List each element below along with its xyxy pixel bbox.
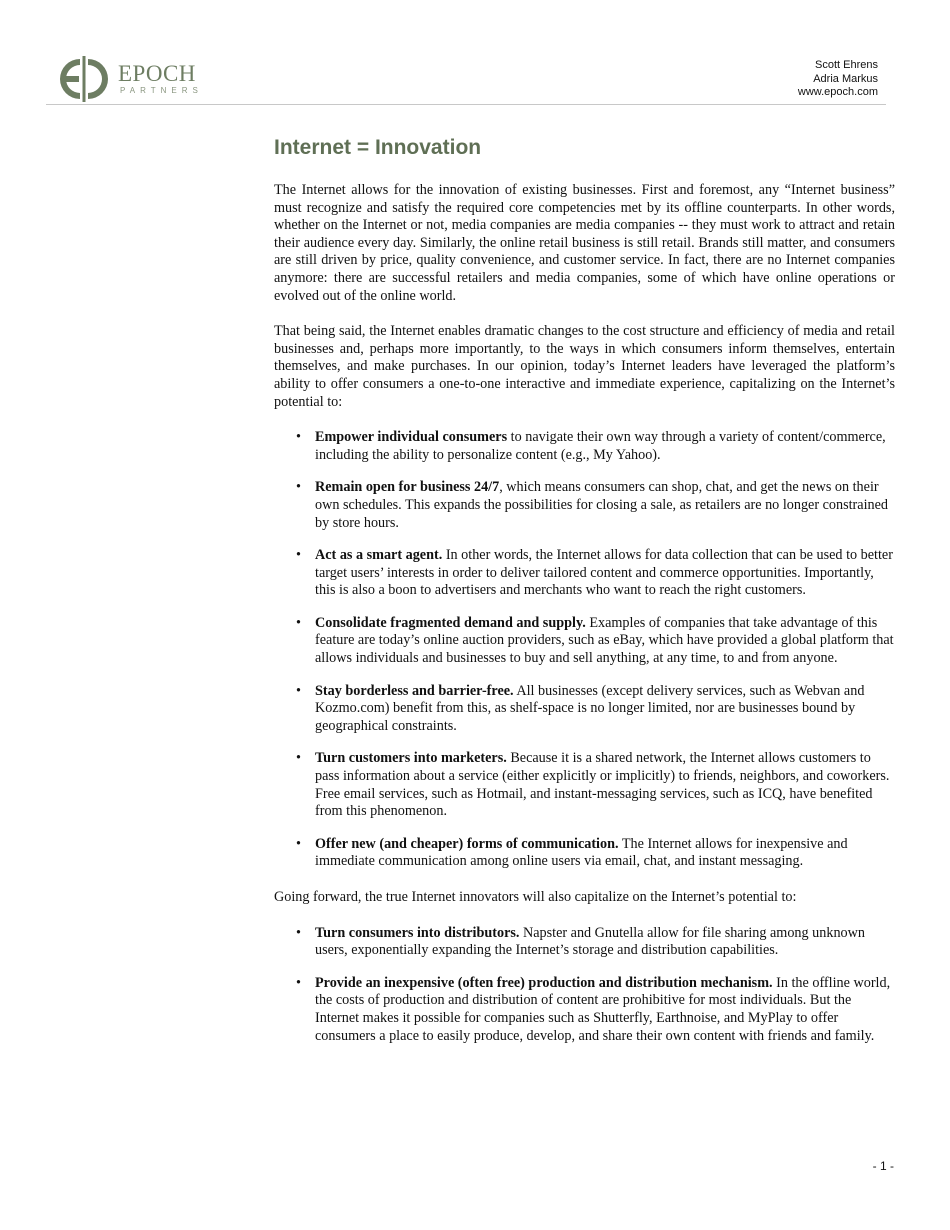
list-item — [274, 925, 895, 960]
list-item — [274, 615, 895, 668]
list-item-heading: Turn consumers into distributors. — [315, 924, 520, 941]
author-name: Adria Markus — [813, 72, 878, 85]
list-item-text: Napster and Gnutella allow for file sharing among unknown users, exponentially expanding the Internet’s storage and distribution capabilities. — [315, 924, 865, 959]
list-item-heading: Turn customers into marketers. — [315, 750, 507, 767]
list-item-heading: Consolidate fragmented demand and supply. — [315, 614, 586, 631]
paragraph: Going forward, the true Internet innovators will also capitalize on the Internet’s potential to: — [274, 889, 797, 905]
bullet-icon: • — [296, 614, 301, 631]
list-item-text: All businesses (except delivery services, such as Webvan and Kozmo.com) benefit from this, as shelf-space is no longer limited, nor are businesses bound by geographical constraints. — [315, 682, 865, 734]
list-item-heading: Provide an inexpensive (often free) production and distribution mechanism. — [315, 974, 773, 991]
list-item — [274, 479, 895, 532]
list-item — [274, 975, 895, 1045]
epoch-partners-logo — [56, 56, 226, 102]
list-item-text: , which means consumers can shop, chat, and get the news on their own schedules. This expands the possibilities for closing a sale, as retailers are no longer constrained by store hours. — [315, 479, 889, 531]
bullet-icon: • — [296, 479, 301, 496]
author-name: Scott Ehrens — [815, 59, 878, 71]
list-item-text: Because it is a shared network, the Internet allows customers to pass information about a service (either explicitly or implicitly) to friends, neighbors, and coworkers. Free email services, such as Hotmail, and instant-messaging services, such as ICQ, have benefited from this phenomenon. — [315, 750, 890, 820]
paragraph: The Internet allows for the innovation of existing businesses. First and foremost, any “Internet business” must recognize and satisfy the required core competencies met by its offline counterparts. In other words, whether on the Internet or not, media companies are media companies -- they must work to attract and retain their audience every day. Similarly, the online retail business is still retail. Brands still matter, and consumers are still driven by price, quality convenience, and customer service. In fact, there are no Internet companies anymore: there are successful retailers and media companies, some of which have online operations or evolved out of the online world. — [274, 182, 895, 304]
list-item — [274, 429, 895, 464]
list-item — [274, 683, 895, 736]
list-item-heading: Stay borderless and barrier-free. — [315, 682, 514, 699]
website-link[interactable]: www.epoch.com — [797, 86, 878, 98]
bullet-icon: • — [296, 547, 301, 564]
list-item-text: Examples of companies that take advantage of this feature are today’s online auction providers, such as eBay, which have provided a global platform that allows individuals and businesses to buy and sell anything, at any time, to and from anyone. — [315, 614, 894, 667]
bullet-icon: • — [296, 682, 301, 699]
bullet-list-current — [274, 429, 895, 871]
list-item — [274, 547, 895, 600]
page-title: Internet = Innovation — [274, 136, 482, 159]
bullet-icon: • — [296, 835, 301, 852]
bullet-list-future — [274, 925, 895, 1046]
bullet-icon: • — [296, 974, 301, 991]
list-item-heading: Empower individual consumers — [315, 429, 508, 446]
bullet-icon: • — [296, 750, 301, 767]
document-body — [274, 134, 895, 1063]
list-item-text: The Internet allows for inexpensive and immediate communication among online users via email, chat, and instant messaging. — [315, 835, 848, 870]
epoch-logo-mark-icon — [56, 56, 116, 102]
list-item-heading: Act as a smart agent. — [315, 547, 443, 564]
logo-subtitle: PARTNERS — [120, 86, 203, 95]
page-number: - 1 - — [872, 1159, 894, 1173]
list-item — [274, 750, 895, 820]
list-item-text: to navigate their own way through a variety of content/commerce, including the ability to personalize content (e.g., My Yahoo). — [315, 429, 886, 463]
list-item-text: In the offline world, the costs of production and distribution of content are prohibitive for most individuals. But the Internet makes it possible for companies such as Shutterfly, Earthnoise, and MyPlay to offer consumers a place to easily produce, develop, and share their own content with friends and family. — [315, 974, 891, 1044]
paragraph: That being said, the Internet enables dramatic changes to the cost structure and efficiency of media and retail businesses and, perhaps more importantly, to the ways in which consumers inform themselves, entertain themselves, and make purchases. In our opinion, today’s Internet leaders have leveraged the platform’s ability to offer consumers a one-to-one interactive and immediate experience, capitalizing on the Internet’s potential to: — [274, 323, 895, 410]
logo-wordmark: EPOCH — [118, 61, 196, 86]
list-item-text: In other words, the Internet allows for data collection that can be used to better target users’ interests in order to deliver tailored content and commerce opportunities. Importantly, this is also a boon to advertisers and merchants who want to reach the right customers. — [315, 547, 893, 599]
bullet-icon: • — [296, 924, 301, 941]
list-item — [274, 836, 895, 871]
list-item-heading: Offer new (and cheaper) forms of communication. — [315, 835, 619, 852]
author-info — [798, 59, 878, 100]
list-item-heading: Remain open for business 24/7 — [315, 479, 500, 496]
page-header — [46, 56, 886, 105]
bullet-icon: • — [296, 429, 301, 446]
